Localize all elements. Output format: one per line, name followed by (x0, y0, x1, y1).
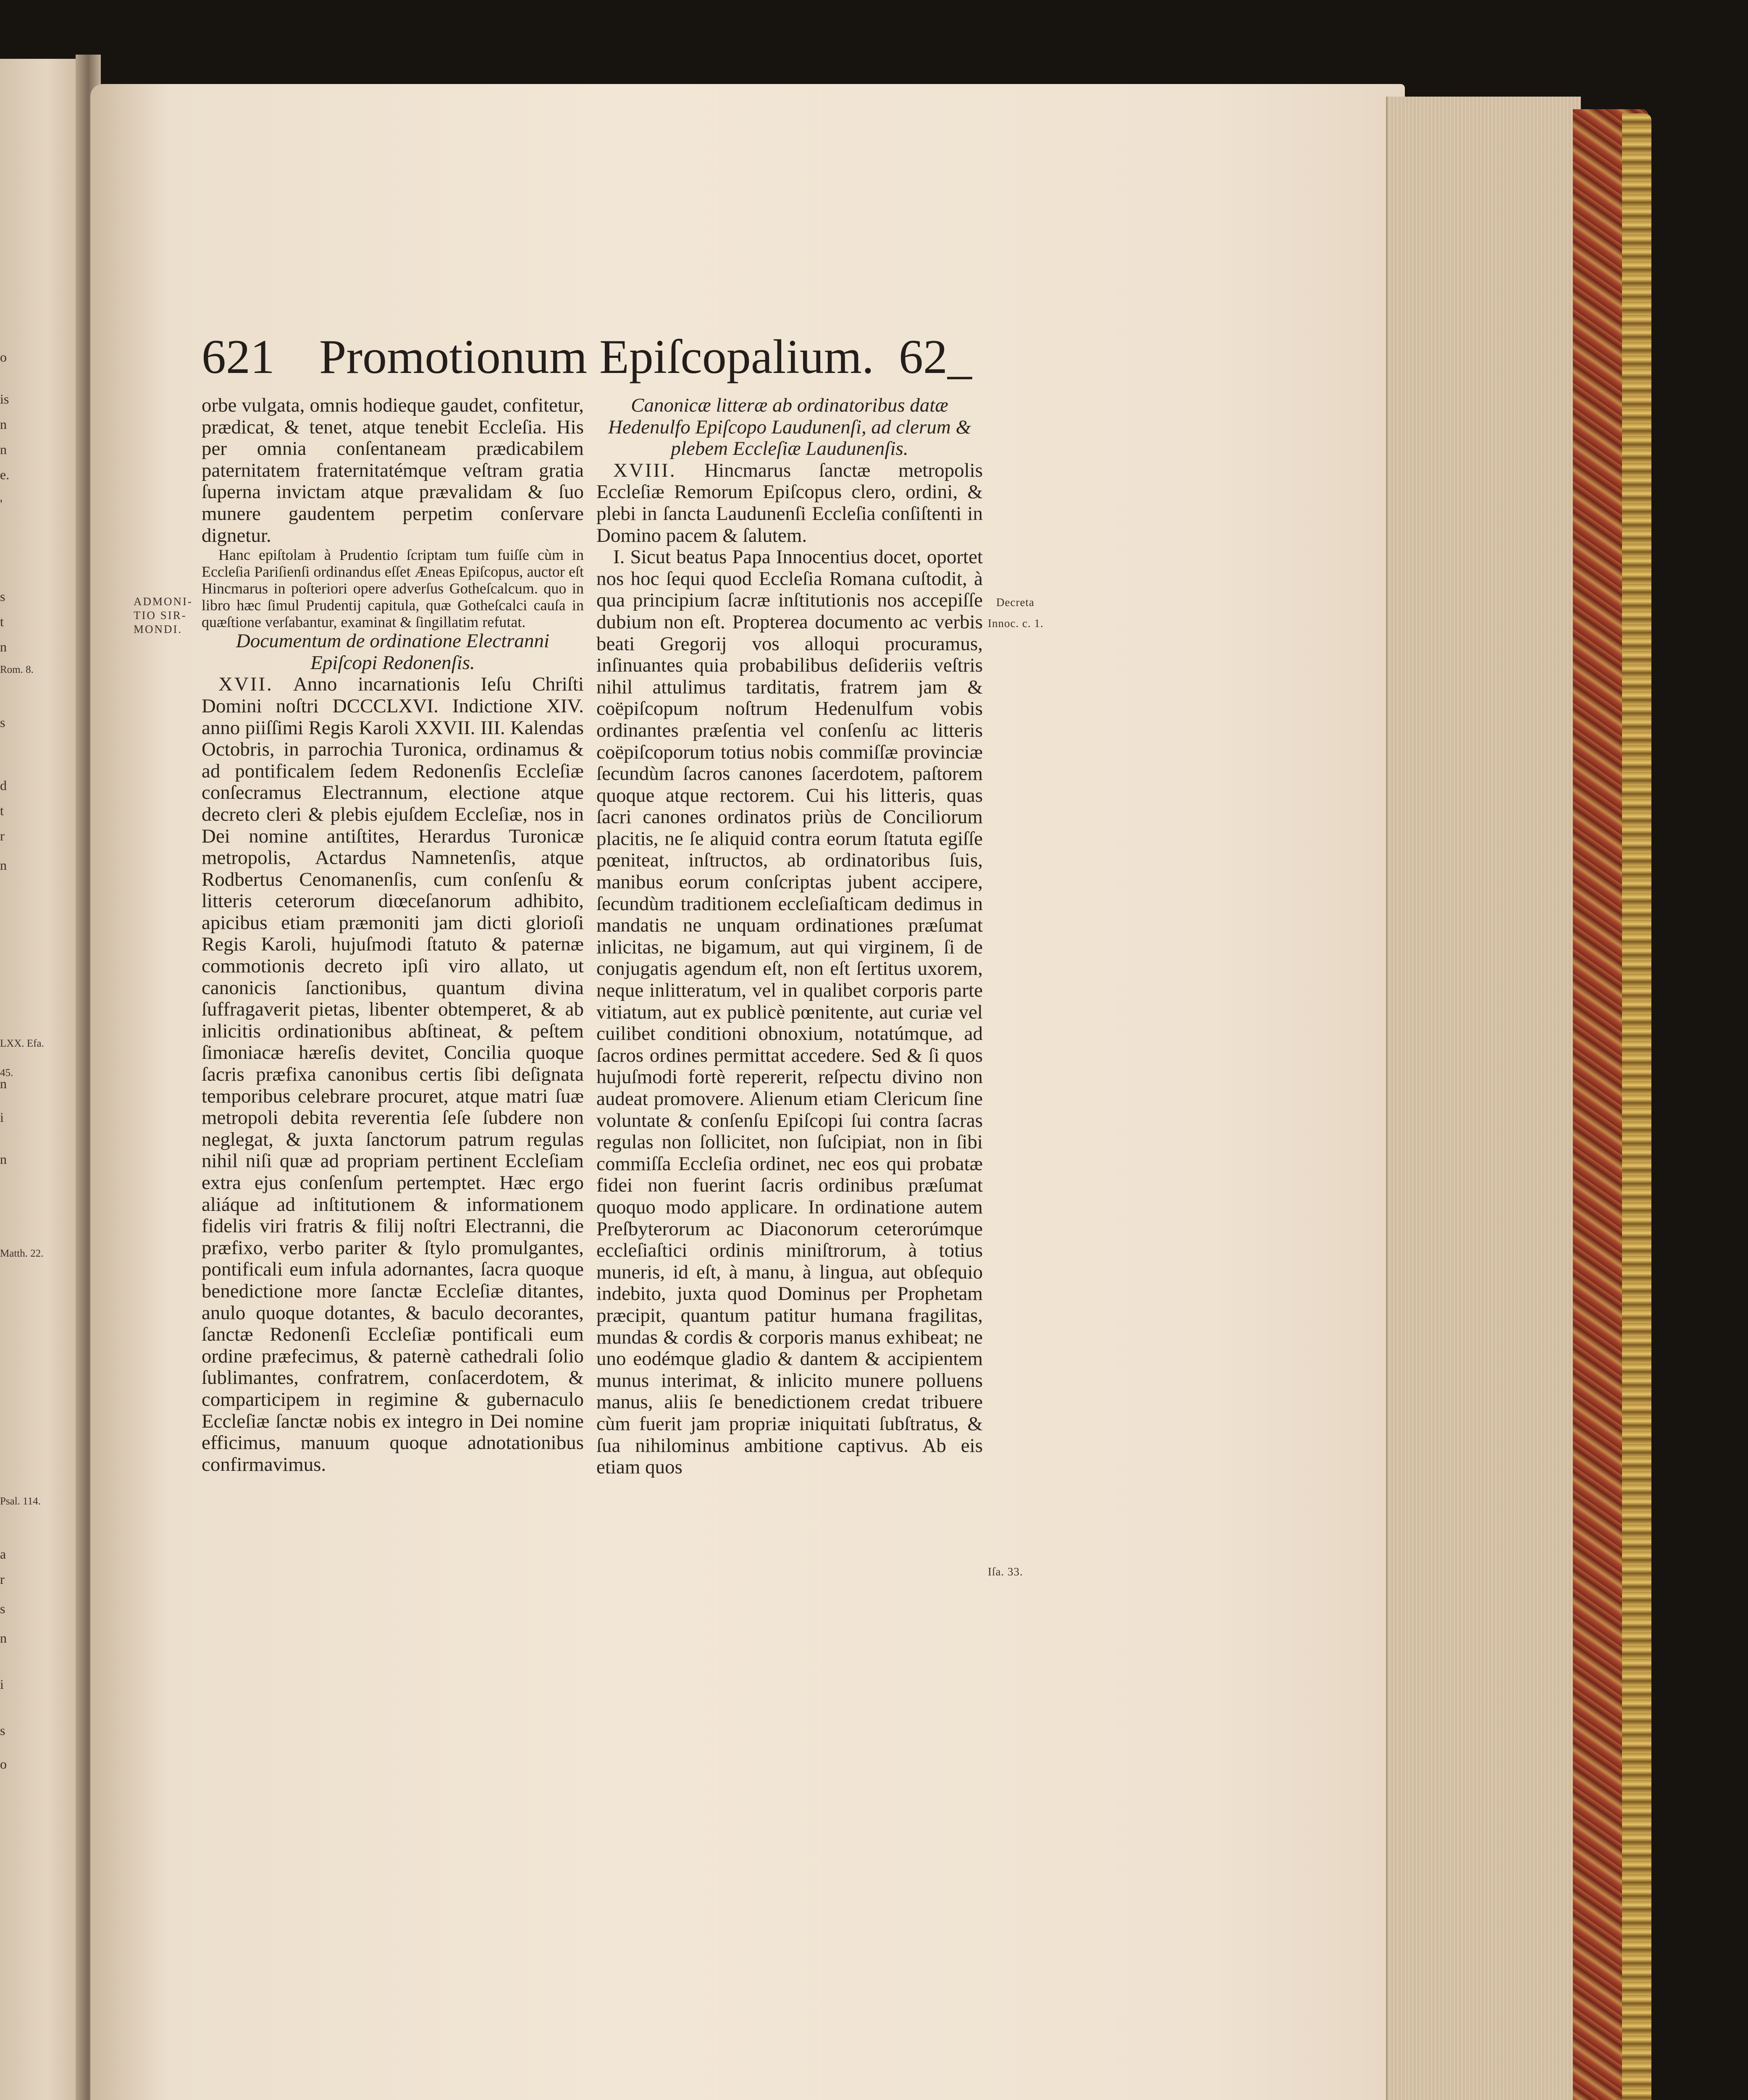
left-page-fragment: s (0, 715, 5, 730)
paragraph-one: I. Sicut beatus Papa Innocentius docet, oportet nos hoc ſequi quod Eccleſia Romana cuſtodit, à qua principium ſacræ inſtitutionis nos accepiſſe dubium non eſt. Propterea documento ac verbis beati Gregorij vos alloqui procuramus, inſinuantes quia probabilibus deſideriis veſtris nihil attulimus tarditatis, fratrem jam & coëpiſcopum noſtrum Hedenulfum vobis ordinantes præſentia vel conſenſu ac litteris coëpiſcoporum totius nobis commiſſæ provinciæ ſecundùm ſacros canones ſacerdotem, paſtorem quoque atque rectorem. Cui his litteris, quas ſacri canones ordinatos priùs de Conciliorum placitis, ne ſe aliquid contra eorum ſtatuta egiſſe pœniteat, inſtructos, ab ordinatoribus ſuis, manibus eorum conſcriptas jubent accipere, ſecundùm traditionem eccleſiaſticam dedimus in mandatis ne unquam ordinationes præſumat inlicitas, ne bigamum, aut qui virginem, ſi de conjugatis agendum eſt, non eſt ſertitus uxorem, neque inlitteratum, vel in qualibet corporis parte vitiatum, aut ex publicè pœnitente, aut curiæ vel cuilibet conditioni obnoxium, notatúmque, ad ſacros ordines permittat accedere. Sed & ſi quos hujuſmodi fortè repererit, reſpectu divino non audeat promovere. Alienum etiam Clericum ſine voluntate & conſenſu Epiſcopi ſui contra ſacras regulas non ſollicitet, non ſuſcipiat, non in ſibi commiſſa Eccleſia ordinet, nec eos qui probatæ fidei non fuerint ſacris ordinibus præſumat quoquo modo applicare. In ordinatione autem Preſbyterorum ac Diaconorum ceterorúmque eccleſiaſtici ordinis miniſtrorum, à totius muneris, id eſt, à manu, à lingua, aut obſequio indebito, juxta quod Dominus per Prophetam præcipit, quantum patitur humana fragilitas, mundas & cordis & corporis manus exhibeat; ne uno eodémque gladio & dantem & accipientem munus interimat, & inlicito munere polluens manus, aliis ſe benedictionem credat tribuere cùm fuerit jam propriæ iniquitati ſubſtratus, & ſua nihilominus ambitione captivus. Ab eis etiam quos (596, 546, 983, 1478)
left-column (202, 395, 584, 1475)
gilt-cover-edge (1622, 113, 1651, 2100)
left-page-fragment: n (0, 442, 7, 457)
margin-note-isa: Iſa. 33. (988, 1565, 1023, 1578)
margin-note-admonitio: ADMONI- TIO SIR- MONDI. (134, 595, 193, 635)
section-number: XVIII. (613, 459, 677, 481)
page-number-right: 62_ (899, 330, 972, 384)
left-page-fragment: d (0, 778, 7, 793)
left-page-fragment: n (0, 1076, 7, 1091)
section-text: Anno incarnationis Ieſu Chriſti Domini noſtri DCCCLXVI. Indictione XIV. anno piiſſimi Regis Karoli XXVII. III. Kalendas Octobris, in parrochia Turonica, ordinamus & ad pontificalem ſedem Redonenſis Eccleſiæ conſecramus Electrannum, electione atque decreto cleri & plebis ejuſdem Eccleſiæ, nos in Dei nomine antiſtites, Herardus Turonicæ metropolis, Actardus Namnetenſis, atque Rodbertus Cenomanenſis, cum conſenſu & litteris ceterorum diœceſanorum adhibito, apicibus etiam præmoniti jam dicti glorioſi Regis Karoli, hujuſmodi ſtatuto & paternæ commotionis decreto ipſi viro allato, ut canonicis ſanctionibus, quantum divina ſuffragaverit pietas, libenter obtemperet, & ab inlicitis ordinationibus abſtineat, & peſtem ſimoniacæ hæreſis devitet, Concilia quoque ſacris præfixa canonibus certis ſibi deſignata temporibus celebrare procuret, atque matri ſuæ metropoli debita reverentia ſeſe ſubdere non neglegat, & juxta ſanctorum patrum regulas nihil niſi quæ ad propriam pertinent Eccleſiam extra ejus conſenſum pertemptet. Hæc ergo aliáque ad inſtitutionem & informationem fidelis viri fratris & filij noſtri Electranni, die præfixo, verbo pariter & ſtylo promulgantes, pontificali eum infula adornantes, ſacra quoque benedictione more ſanctæ Eccleſiæ ditantes, anulo quoque dotantes, & baculo decorantes, ſanctæ Redonenſi Eccleſiæ pontificali eum ordine præfecimus, & paternè cathedrali ſolio ſublimantes, confratrem, conſacerdotem, & comparticipem in regimine & gubernaculo Eccleſiæ ſanctæ nobis ex integro in Dei nomine efficimus, manuum quoque adnotationibus confirmavimus. (202, 673, 584, 1475)
section-number: XVII. (218, 673, 273, 696)
left-page-fragment: o (0, 1756, 7, 1772)
left-page-fragment: a (0, 1546, 6, 1562)
editorial-note: Hanc epiſtolam à Prudentio ſcriptam tum fuiſſe cùm in Eccleſia Pariſienſi ordinandus eſſet Æneas Epiſcopus, auctor eſt Hincmarus in poſteriori opere adverſus Gotheſcalcum. quo in libro hæc ſimul Prudentij capitula, quæ Gotheſcalci cauſa in quæſtione verſabantur, examinat & ſingillatim refutat. (202, 546, 584, 631)
margin-note-innoc: Innoc. c. 1. (988, 617, 1044, 630)
left-page-fragment: s (0, 1723, 5, 1738)
left-page-fragment: n (0, 1152, 7, 1167)
letter-conclusion: orbe vulgata, omnis hodieque gaudet, confitetur, prædicat, & tenet, atque tenebit Eccleſia. His per omnia conſentaneam prædicabilem paternitatem fraternitatémque veſtram gratia ſuperna invictam atque prævalidam & ſuo munere gaudentem perpetim conſervare dignetur. (202, 394, 584, 546)
left-page-margin-note: LXX. Efa. (0, 1038, 44, 1049)
left-page-fragment: is (0, 391, 9, 407)
page-title: Promotionum Epiſcopalium. (319, 330, 874, 384)
left-page-margin-note: 45. (0, 1067, 13, 1079)
left-page-fragment: n (0, 417, 7, 432)
left-page-fragment: n (0, 858, 7, 873)
left-page-fragment: n (0, 1630, 7, 1646)
section-text: Hincmarus ſanctæ metropolis Eccleſiæ Remorum Epiſcopus clero, ordini, & plebi in ſancta Laudunenſi Eccleſia conſiſtenti in Domino pacem & ſalutem. (596, 459, 983, 546)
section-heading: Canonicæ litteræ ab ordinatoribus datæ Hedenulfo Epiſcopo Laudunenſi, ad clerum & plebem Eccleſiæ Laudunenſis. (608, 394, 971, 460)
left-page-fragment: r (0, 1572, 5, 1587)
section-xvii (202, 674, 584, 1475)
left-page-fragment: n (0, 639, 7, 654)
section-xviii (596, 460, 983, 546)
left-page-fragment: e. (0, 467, 10, 482)
left-page-margin-note: Matth. 22. (0, 1248, 44, 1259)
left-page-fragment: i (0, 1677, 4, 1692)
left-page-margin-note: Rom. 8. (0, 664, 34, 675)
page-number-left: 621 (202, 330, 275, 384)
left-page-fragment: t (0, 803, 4, 818)
section-heading: Documentum de ordinatione Electranni Epiſcopi Redonenſis. (236, 630, 550, 674)
margin-note-decreta: Decreta (996, 596, 1034, 609)
left-page-fragment: s (0, 589, 5, 604)
left-page-fragment: i (0, 1110, 4, 1125)
right-column (596, 395, 983, 1478)
left-page-fragment: r (0, 828, 5, 843)
running-head (202, 328, 991, 386)
left-page-fragment: ' (0, 496, 3, 512)
left-page-fragment: t (0, 614, 4, 629)
left-page-fragment: o (0, 349, 7, 365)
page-edges (1386, 97, 1581, 2100)
left-page-fragment: s (0, 1601, 5, 1616)
left-page-margin-note: Psal. 114. (0, 1496, 41, 1507)
